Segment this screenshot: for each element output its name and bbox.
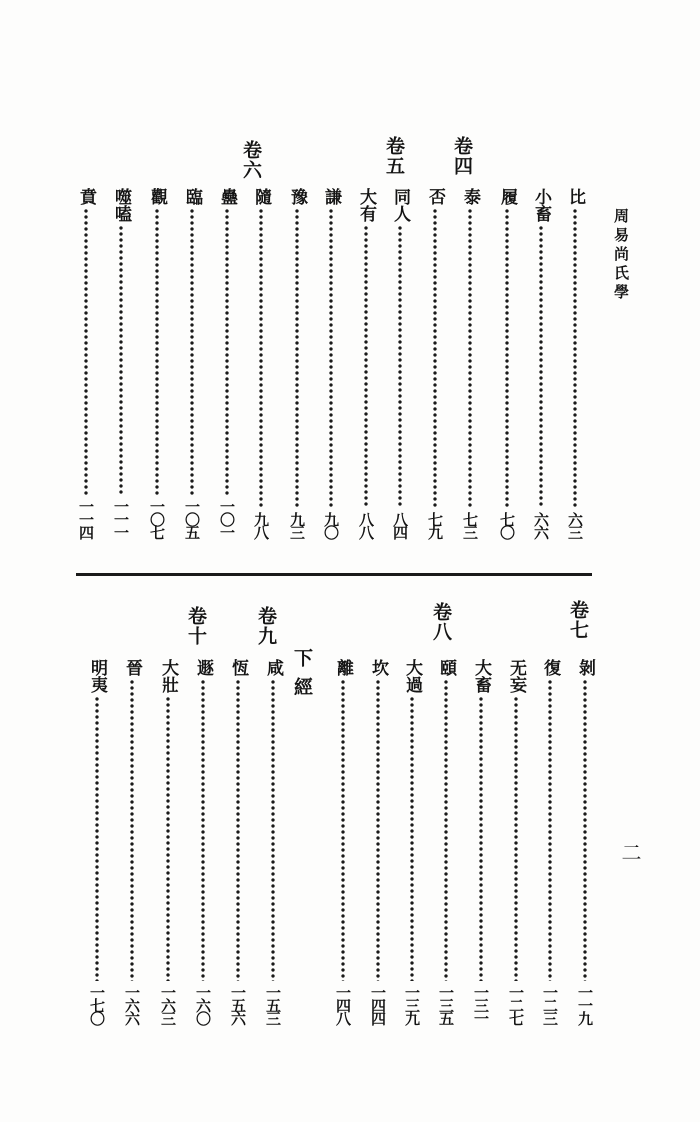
dot-leader (201, 679, 205, 981)
toc-entry-bi (564, 188, 586, 538)
toc-entry-pi (424, 188, 446, 538)
entry-name: 隨 (251, 188, 271, 205)
dot-leader (583, 679, 587, 981)
entry-page: 九〇 (322, 512, 340, 538)
section-divider (76, 573, 592, 576)
toc-entry-sui (250, 188, 272, 538)
toc-entry-yu (286, 188, 308, 538)
volume-label-8: 卷八 (430, 602, 452, 642)
entry-page: 八八 (357, 512, 375, 538)
dot-leader (514, 696, 518, 981)
entry-page: 一三一 (472, 985, 490, 1024)
toc-entry-dachu (470, 659, 492, 1024)
entry-name: 坎 (368, 659, 388, 676)
entry-page: 一〇七 (148, 499, 166, 538)
dot-leader (376, 679, 380, 981)
entry-name: 明夷 (87, 659, 107, 693)
lower-canon-heading: 下經 (291, 648, 313, 706)
toc-entry-dayou (355, 188, 377, 538)
entry-name: 否 (425, 188, 445, 205)
entry-page: 六六 (532, 512, 550, 538)
entry-name: 大有 (356, 188, 376, 222)
entry-page: 一六〇 (194, 985, 212, 1024)
toc-entry-mingyi (86, 659, 108, 1024)
entry-name: 離 (333, 659, 353, 676)
volume-label-10: 卷十 (185, 606, 207, 646)
toc-entry-jin (121, 659, 143, 1024)
entry-page: 一六六 (123, 985, 141, 1024)
entry-name: 比 (565, 188, 585, 205)
entry-name: 小畜 (531, 188, 551, 222)
toc-entry-heng (227, 659, 249, 1024)
entry-page: 一三五 (437, 985, 455, 1024)
entry-page: 八四 (391, 512, 409, 538)
toc-entry-kan (367, 659, 389, 1024)
entry-page: 七九 (426, 512, 444, 538)
dot-leader (84, 208, 88, 495)
entry-page: 六三 (566, 512, 584, 538)
dot-leader (259, 208, 263, 508)
toc-entry-lu (496, 188, 518, 538)
entry-name: 大過 (402, 659, 422, 693)
entry-page: 一〇五 (183, 499, 201, 538)
entry-name: 履 (497, 188, 517, 205)
entry-page: 一七〇 (88, 985, 106, 1024)
dot-leader (225, 208, 229, 495)
toc-entry-qian (320, 188, 342, 538)
entry-name: 豫 (287, 188, 307, 205)
volume-label-5: 卷五 (383, 136, 405, 176)
entry-page: 一三九 (403, 985, 421, 1024)
toc-entry-shike (110, 188, 132, 538)
toc-entry-tongren (389, 188, 411, 538)
entry-page: 九三 (288, 512, 306, 538)
toc-entry-bo (574, 659, 596, 1024)
dot-leader (166, 696, 170, 981)
toc-entry-guan (146, 188, 168, 538)
dot-leader (130, 679, 134, 981)
toc-entry-xian (262, 659, 284, 1024)
entry-name: 大畜 (471, 659, 491, 693)
dot-leader (271, 679, 275, 981)
dot-leader (539, 225, 543, 508)
dot-leader (329, 208, 333, 508)
dot-leader (505, 208, 509, 508)
entry-name: 无妄 (506, 659, 526, 693)
entry-page: 一五三 (264, 985, 282, 1024)
toc-entry-wuwang (505, 659, 527, 1024)
dot-leader (410, 696, 414, 981)
entry-name: 同人 (390, 188, 410, 222)
entry-name: 恆 (228, 659, 248, 676)
dot-leader (155, 208, 159, 495)
entry-page: 一一九 (576, 985, 594, 1024)
entry-name: 剝 (575, 659, 595, 676)
entry-name: 泰 (460, 188, 480, 205)
entry-page: 一二七 (507, 985, 525, 1024)
entry-page: 一一四 (77, 499, 95, 538)
dot-leader (95, 696, 99, 981)
dot-leader (479, 696, 483, 981)
entry-page: 一六三 (159, 985, 177, 1024)
entry-page: 一四四 (369, 985, 387, 1024)
dot-leader (364, 225, 368, 508)
entry-name: 謙 (321, 188, 341, 205)
entry-name: 臨 (182, 188, 202, 205)
toc-entry-tai (459, 188, 481, 538)
entry-name: 復 (540, 659, 560, 676)
dot-leader (398, 225, 402, 508)
dot-leader (433, 208, 437, 508)
page-number: 二 (618, 842, 642, 862)
entry-page: 一一一 (112, 499, 130, 538)
entry-name: 咸 (263, 659, 283, 676)
toc-entry-daguo (401, 659, 423, 1024)
entry-page: 一二三 (541, 985, 559, 1024)
entry-page: 一五六 (229, 985, 247, 1024)
entry-page: 七〇 (498, 512, 516, 538)
entry-name: 賁 (76, 188, 96, 205)
entry-page: 一〇一 (218, 499, 236, 538)
entry-name: 遯 (193, 659, 213, 676)
dot-leader (573, 208, 577, 508)
dot-leader (548, 679, 552, 981)
entry-name: 晉 (122, 659, 142, 676)
volume-label-4: 卷四 (451, 136, 473, 176)
entry-name: 大壯 (158, 659, 178, 693)
entry-name: 觀 (147, 188, 167, 205)
dot-leader (444, 679, 448, 981)
toc-entry-yi (435, 659, 457, 1024)
toc-entry-xiaochu (530, 188, 552, 538)
entry-name: 蠱 (217, 188, 237, 205)
volume-label-7: 卷七 (567, 600, 589, 640)
dot-leader (236, 679, 240, 981)
toc-entry-dun (192, 659, 214, 1024)
dot-leader (341, 679, 345, 981)
volume-label-9: 卷九 (255, 606, 277, 646)
running-title: 周易尚氏學 (612, 208, 630, 303)
toc-entry-lin (181, 188, 203, 538)
toc-entry-dazhuang (157, 659, 179, 1024)
dot-leader (295, 208, 299, 508)
dot-leader (468, 208, 472, 508)
entry-page: 七三 (461, 512, 479, 538)
entry-name: 頤 (436, 659, 456, 676)
entry-name: 噬嗑 (111, 188, 131, 222)
dot-leader (190, 208, 194, 495)
toc-entry-gu (216, 188, 238, 538)
dot-leader (119, 225, 123, 495)
volume-label-6: 卷六 (240, 140, 262, 180)
entry-page: 九八 (252, 512, 270, 538)
toc-entry-bi-adorn (75, 188, 97, 538)
toc-entry-li (332, 659, 354, 1024)
toc-entry-fu (539, 659, 561, 1024)
entry-page: 一四八 (334, 985, 352, 1024)
